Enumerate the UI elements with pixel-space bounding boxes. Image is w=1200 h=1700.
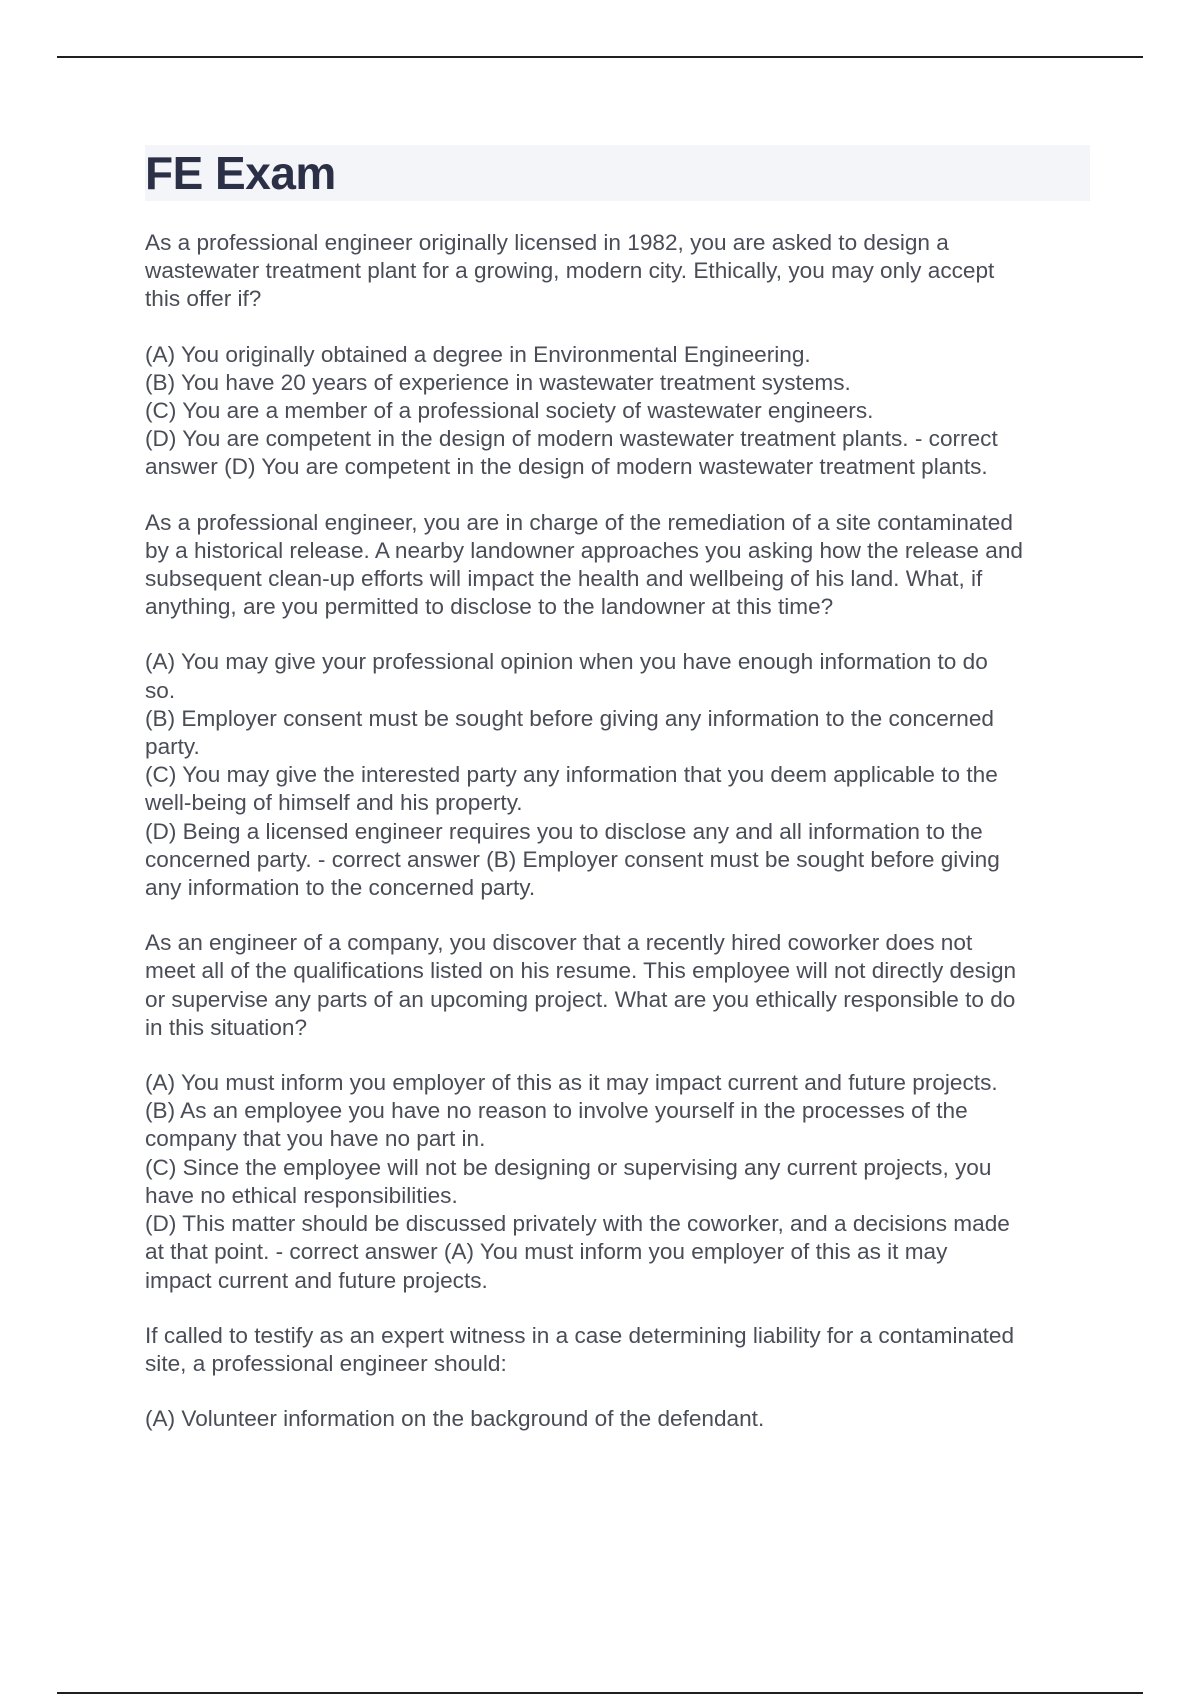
option-line: have no ethical responsibilities. xyxy=(145,1182,458,1208)
option-line: (B) As an employee you have no reason to involve yourself in the processes of the xyxy=(145,1098,968,1124)
option-line: (A) You must inform you employer of this as it may impact current and future projects. xyxy=(145,1070,998,1096)
page-title: FE Exam xyxy=(145,147,336,199)
answer-line: answer (D) You are competent in the design of modern wastewater treatment plants. xyxy=(145,454,988,480)
question-3-options xyxy=(145,1069,1090,1295)
text-line: subsequent clean-up efforts will impact the health and wellbeing of his land. What, if xyxy=(145,566,983,592)
text-line: As an engineer of a company, you discover that a recently hired coworker does not xyxy=(145,930,973,956)
question-4-stem xyxy=(145,1322,1090,1378)
answer-line: any information to the concerned party. xyxy=(145,875,536,901)
header-rule xyxy=(57,56,1143,58)
question-2-options xyxy=(145,648,1090,902)
text-line: As a professional engineer originally licensed in 1982, you are asked to design a xyxy=(145,230,949,255)
question-3-stem xyxy=(145,929,1090,1042)
question-1-stem xyxy=(145,229,1090,314)
text-line: site, a professional engineer should: xyxy=(145,1350,507,1376)
document-body xyxy=(145,145,1090,1460)
option-line: company that you have no part in. xyxy=(145,1126,486,1152)
option-line: so. xyxy=(145,677,176,703)
text-line: wastewater treatment plant for a growing, modern city. Ethically, you may only accept xyxy=(145,258,995,284)
option-line: (D) Being a licensed engineer requires you to disclose any and all information to the xyxy=(145,818,983,844)
text-line: this offer if? xyxy=(145,286,262,312)
question-blocks xyxy=(145,229,1090,1433)
question-4-options xyxy=(145,1405,1090,1433)
question-2-stem xyxy=(145,509,1090,622)
text-line: anything, are you permitted to disclose to the landowner at this time? xyxy=(145,594,834,620)
text-line: in this situation? xyxy=(145,1014,308,1040)
text-line: If called to testify as an expert witness in a case determining liability for a contaminated xyxy=(145,1322,1015,1348)
title-banner xyxy=(145,145,1090,201)
footer-rule xyxy=(57,1692,1143,1694)
option-line: (A) You may give your professional opinion when you have enough information to do xyxy=(145,649,988,675)
option-line: (A) Volunteer information on the background of the defendant. xyxy=(145,1406,765,1432)
question-1-options xyxy=(145,341,1090,482)
option-line: (B) You have 20 years of experience in wastewater treatment systems. xyxy=(145,369,851,395)
option-line: (C) You are a member of a professional society of wastewater engineers. xyxy=(145,398,874,424)
option-line: (D) You are competent in the design of modern wastewater treatment plants. - correct xyxy=(145,426,998,452)
answer-line: impact current and future projects. xyxy=(145,1267,488,1293)
option-line: (A) You originally obtained a degree in Environmental Engineering. xyxy=(145,341,811,367)
text-line: or supervise any parts of an upcoming project. What are you ethically responsible to do xyxy=(145,986,1016,1012)
answer-line: at that point. - correct answer (A) You must inform you employer of this as it may xyxy=(145,1239,948,1265)
option-line: (D) This matter should be discussed privately with the coworker, and a decisions made xyxy=(145,1211,1010,1237)
text-line: As a professional engineer, you are in charge of the remediation of a site contaminated xyxy=(145,509,1013,535)
option-line: (B) Employer consent must be sought before giving any information to the concerned xyxy=(145,705,994,731)
text-line: by a historical release. A nearby landowner approaches you asking how the release and xyxy=(145,537,1023,563)
text-line: meet all of the qualifications listed on his resume. This employee will not directly design xyxy=(145,958,1017,984)
option-line: party. xyxy=(145,734,200,760)
option-line: (C) You may give the interested party any information that you deem applicable to the xyxy=(145,762,998,788)
option-line: (C) Since the employee will not be designing or supervising any current projects, you xyxy=(145,1154,992,1180)
option-line: well-being of himself and his property. xyxy=(145,790,523,816)
answer-line: concerned party. - correct answer (B) Employer consent must be sought before giving xyxy=(145,846,1000,872)
